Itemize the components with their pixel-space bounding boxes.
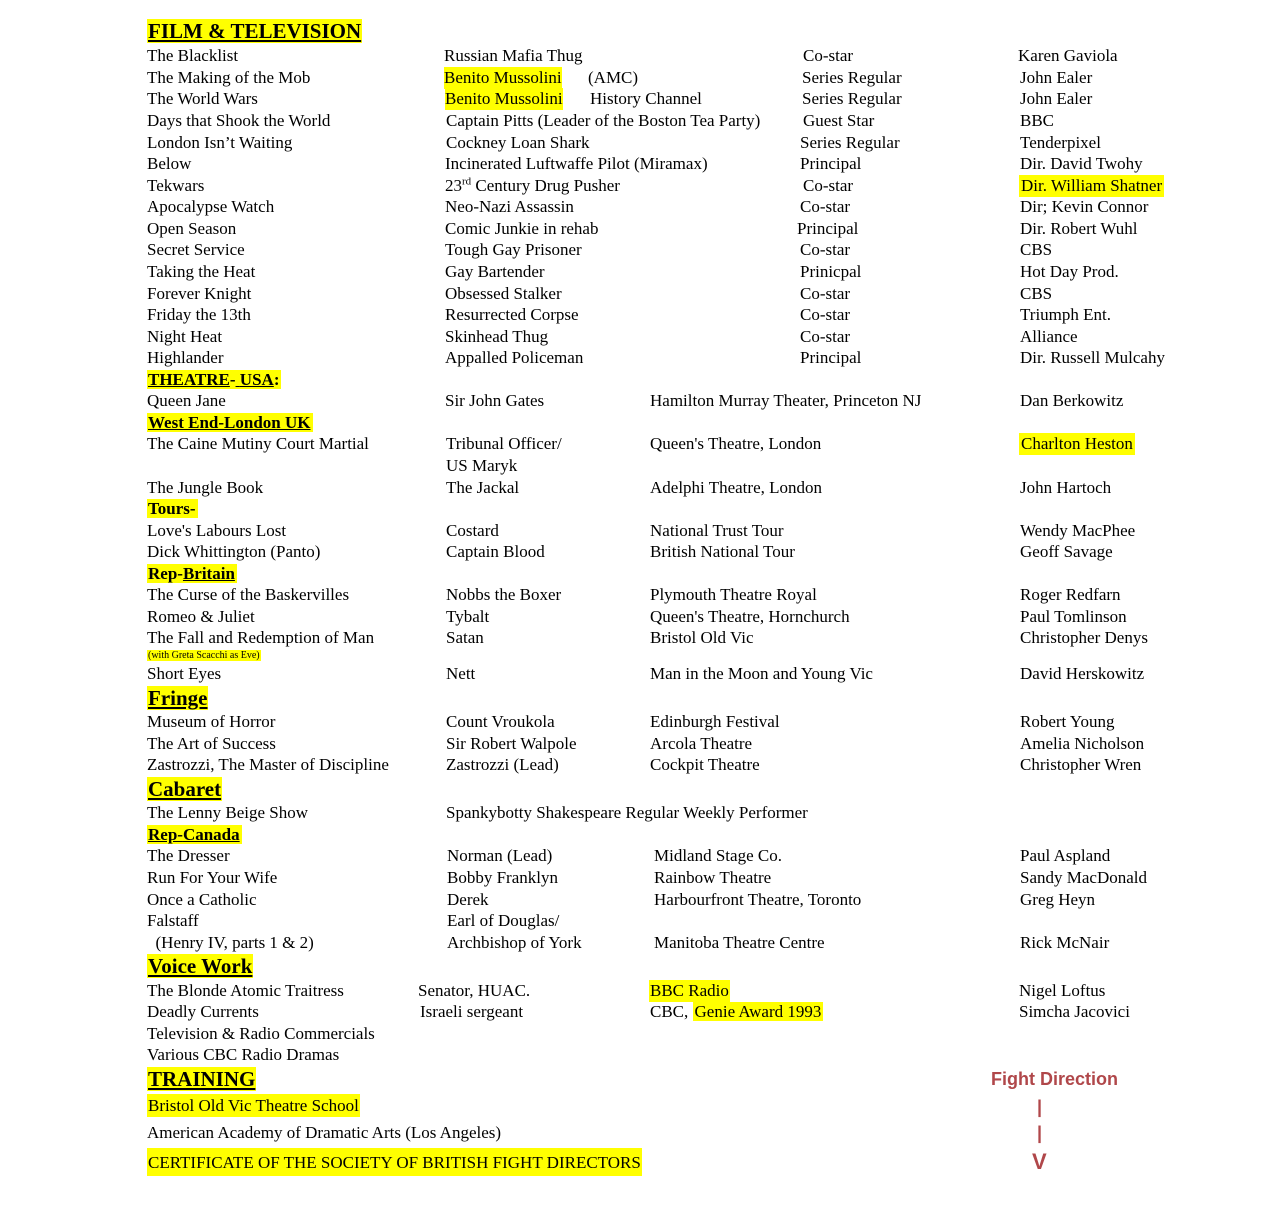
section-heading-film-tv: FILM & TELEVISION — [148, 19, 362, 43]
credit-director: Charlton Heston — [1021, 434, 1133, 453]
credit-title: The Curse of the Baskervilles — [147, 585, 350, 604]
credit-director: Alliance — [1020, 327, 1078, 346]
credit-billing: Co-star — [800, 197, 851, 216]
credit-title: Taking the Heat — [147, 262, 256, 281]
credit-director: BBC — [1020, 111, 1055, 130]
credit-director: Paul Tomlinson — [1020, 607, 1127, 626]
credit-director: Paul Aspland — [1020, 846, 1111, 865]
credit-director: Dir. Russell Mulcahy — [1020, 348, 1165, 367]
credit-director: Dir; Kevin Connor — [1020, 197, 1149, 216]
credit-title: The Art of Success — [147, 734, 276, 753]
credit-title: Queen Jane — [147, 391, 226, 410]
credit-row — [0, 196, 1267, 218]
credit-row — [0, 218, 1267, 240]
credit-billing: Principal — [800, 154, 862, 173]
credit-venue: Queen's Theatre, London — [650, 434, 822, 453]
credit-billing: Co-star — [800, 284, 851, 303]
credit-role: Israeli sergeant — [420, 1002, 524, 1021]
credit-director: Rick McNair — [1020, 933, 1110, 952]
credit-director: John Ealer — [1020, 68, 1093, 87]
credit-venue: Manitoba Theatre Centre — [654, 933, 825, 952]
credit-venue: Cockpit Theatre — [650, 755, 760, 774]
credit-title: Friday the 13th — [147, 305, 251, 324]
credit-title: Television & Radio Commercials — [147, 1024, 375, 1043]
credit-billing: Series Regular — [802, 68, 902, 87]
credit-role: Resurrected Corpse — [445, 305, 579, 324]
credit-row — [0, 1044, 1267, 1066]
credit-title: Dick Whittington (Panto) — [147, 542, 321, 561]
credit-row — [0, 910, 1267, 932]
credit-row — [0, 733, 1267, 755]
credit-role: Earl of Douglas/ — [447, 911, 560, 930]
credit-row — [0, 304, 1267, 326]
credit-billing: Series Regular — [802, 89, 902, 108]
credit-role: Sir Robert Walpole — [446, 734, 577, 753]
credit-row-continued — [0, 455, 1267, 477]
credit-billing: Co-star — [800, 327, 851, 346]
credit-title: Various CBC Radio Dramas — [147, 1045, 340, 1064]
credit-billing: Co-star — [800, 305, 851, 324]
credit-director: Christopher Denys — [1020, 628, 1148, 647]
credit-director: Roger Redfarn — [1020, 585, 1121, 604]
training-item: Bristol Old Vic Theatre School — [148, 1096, 359, 1115]
credit-row — [0, 132, 1267, 154]
credit-director: Nigel Loftus — [1019, 981, 1106, 1000]
credit-director: Dir. Robert Wuhl — [1020, 219, 1138, 238]
credit-billing: Guest Star — [803, 111, 875, 130]
credit-director: Dan Berkowitz — [1020, 391, 1124, 410]
credit-title: (Henry IV, parts 1 & 2) — [147, 933, 314, 952]
credit-role: Bobby Franklyn — [447, 868, 558, 887]
credit-row — [0, 175, 1267, 197]
credit-title: Tekwars — [147, 176, 205, 195]
credit-row — [0, 283, 1267, 305]
credit-venue: Arcola Theatre — [650, 734, 753, 753]
credit-director: Greg Heyn — [1020, 890, 1096, 909]
credit-row — [0, 390, 1267, 412]
credit-director: Wendy MacPhee — [1020, 521, 1136, 540]
credit-director: CBS — [1020, 284, 1053, 303]
credit-venue: Bristol Old Vic — [650, 628, 754, 647]
credit-role: Satan — [446, 628, 484, 647]
credit-title: London Isn’t Waiting — [147, 133, 293, 152]
credit-role: Benito Mussolini — [444, 68, 562, 87]
credit-row — [0, 980, 1267, 1002]
credit-director: Dir. William Shatner — [1021, 176, 1163, 195]
credit-director: John Hartoch — [1020, 478, 1112, 497]
credit-title: Short Eyes — [147, 664, 222, 683]
credit-role: Zastrozzi (Lead) — [446, 755, 559, 774]
credit-venue: Harbourfront Theatre, Toronto — [654, 890, 862, 909]
credit-venue: Rainbow Theatre — [654, 868, 772, 887]
credit-director: Christopher Wren — [1020, 755, 1142, 774]
training-item: CERTIFICATE OF THE SOCIETY OF BRITISH FIGHT DIRECTORS — [147, 1151, 642, 1175]
fight-direction-bar: | — [1037, 1123, 1043, 1143]
credit-row — [0, 67, 1267, 89]
credit-row — [0, 433, 1267, 455]
credit-role: Russian Mafia Thug — [444, 46, 583, 65]
credit-role: The Jackal — [446, 478, 520, 497]
credit-title: Falstaff — [147, 911, 199, 930]
credit-row — [0, 520, 1267, 542]
training-item: American Academy of Dramatic Arts (Los Angeles) — [147, 1123, 502, 1142]
section-heading-theatre-usa: THEATRE- USA: — [148, 370, 280, 389]
credit-note: (with Greta Scacchi as Eve) — [148, 650, 260, 661]
credit-row — [0, 261, 1267, 283]
credit-row — [0, 477, 1267, 499]
credit-role: Tybalt — [446, 607, 490, 626]
credit-director: Triumph Ent. — [1020, 305, 1112, 324]
credit-role: Sir John Gates — [445, 391, 545, 410]
fight-direction-label: Fight Direction — [991, 1069, 1118, 1089]
credit-row — [0, 110, 1267, 132]
credit-role: Obsessed Stalker — [445, 284, 562, 303]
credit-row — [0, 326, 1267, 348]
section-heading-voice-work: Voice Work — [148, 954, 253, 978]
down-arrow-icon: V — [1032, 1149, 1047, 1174]
section-heading-rep-britain: Rep-Britain — [148, 564, 235, 583]
credit-title: The Caine Mutiny Court Martial — [147, 434, 369, 453]
credit-row — [0, 606, 1267, 628]
credit-title: Love's Labours Lost — [147, 521, 287, 540]
credit-billing: Co-star — [800, 240, 851, 259]
credit-role: 23rd Century Drug Pusher — [445, 175, 620, 195]
credit-title: Romeo & Juliet — [147, 607, 255, 626]
credit-title: Open Season — [147, 219, 237, 238]
section-heading-west-end: West End-London UK — [148, 413, 311, 432]
credit-role: US Maryk — [446, 456, 518, 475]
credit-director: CBS — [1020, 240, 1053, 259]
credit-title: Zastrozzi, The Master of Discipline — [147, 755, 389, 774]
credit-role: Comic Junkie in rehab — [445, 219, 599, 238]
credit-row — [0, 347, 1267, 369]
credit-director: Karen Gaviola — [1018, 46, 1118, 65]
credit-billing: Prinicpal — [800, 262, 862, 281]
credit-venue: Queen's Theatre, Hornchurch — [650, 607, 850, 626]
credit-role: Spankybotty Shakespeare Regular Weekly Performer — [446, 803, 808, 822]
section-heading-training: TRAINING — [148, 1067, 256, 1091]
credit-title: The World Wars — [147, 89, 258, 108]
credit-row — [0, 153, 1267, 175]
credit-title: The Blonde Atomic Traitress — [147, 981, 344, 1000]
credit-title: Highlander — [147, 348, 224, 367]
credit-role: Neo-Nazi Assassin — [445, 197, 574, 216]
credit-director: Simcha Jacovici — [1019, 1002, 1130, 1021]
credit-row — [0, 88, 1267, 110]
credit-title: Once a Catholic — [147, 890, 257, 909]
credit-role: Senator, HUAC. — [418, 981, 531, 1000]
credit-role: Nett — [446, 664, 476, 683]
credit-venue: BBC Radio — [650, 981, 729, 1000]
credit-row — [0, 541, 1267, 563]
credit-role: Costard — [446, 521, 499, 540]
credit-director: Sandy MacDonald — [1020, 868, 1148, 887]
credit-role: Nobbs the Boxer — [446, 585, 562, 604]
credit-title: The Blacklist — [147, 46, 239, 65]
credit-row-continued — [0, 932, 1267, 954]
credit-role: Captain Pitts (Leader of the Boston Tea Party) — [446, 111, 761, 130]
credit-role: Cockney Loan Shark — [446, 133, 590, 152]
credit-row — [0, 889, 1267, 911]
credit-role: Skinhead Thug — [445, 327, 549, 346]
credit-row — [0, 239, 1267, 261]
credit-network: History Channel — [590, 89, 702, 108]
credit-row — [0, 627, 1267, 649]
credit-venue: CBC, Genie Award 1993 — [650, 1002, 822, 1021]
credit-role: Archbishop of York — [447, 933, 582, 952]
credit-venue: Adelphi Theatre, London — [650, 478, 823, 497]
credit-row — [0, 663, 1267, 685]
credit-title: Forever Knight — [147, 284, 252, 303]
section-heading-cabaret: Cabaret — [148, 777, 222, 801]
credit-venue: Man in the Moon and Young Vic — [650, 664, 873, 683]
credit-title: Museum of Horror — [147, 712, 276, 731]
section-heading-tours: Tours- — [148, 499, 196, 518]
credit-row — [0, 711, 1267, 733]
section-heading-rep-canada: Rep-Canada — [148, 825, 240, 844]
credit-row — [0, 802, 1267, 824]
credit-network: (AMC) — [588, 68, 639, 87]
credit-role: Count Vroukola — [446, 712, 555, 731]
credit-role: Benito Mussolini — [445, 89, 563, 108]
credit-title: Secret Service — [147, 240, 245, 259]
credit-title: Days that Shook the World — [147, 111, 331, 130]
credit-role: Captain Blood — [446, 542, 545, 561]
credit-director: Robert Young — [1020, 712, 1115, 731]
credit-venue: British National Tour — [650, 542, 795, 561]
credit-role: Gay Bartender — [445, 262, 545, 281]
credit-row — [0, 1001, 1267, 1023]
credit-row — [0, 754, 1267, 776]
credit-role: Incinerated Luftwaffe Pilot (Miramax) — [445, 154, 708, 173]
credit-role: Norman (Lead) — [447, 846, 553, 865]
credit-billing: Co-star — [803, 46, 854, 65]
credit-role: Appalled Policeman — [445, 348, 584, 367]
credit-role: Derek — [447, 890, 489, 909]
credit-title: The Lenny Beige Show — [147, 803, 308, 822]
credit-venue: Plymouth Theatre Royal — [650, 585, 817, 604]
credit-row — [0, 584, 1267, 606]
credit-director: Tenderpixel — [1020, 133, 1101, 152]
credit-row — [0, 867, 1267, 889]
credit-title: The Fall and Redemption of Man — [147, 628, 375, 647]
award-highlight: Genie Award 1993 — [694, 1002, 822, 1021]
credit-title: The Making of the Mob — [147, 68, 311, 87]
credit-director: Amelia Nicholson — [1020, 734, 1145, 753]
credit-title: Deadly Currents — [147, 1002, 259, 1021]
credit-row — [0, 845, 1267, 867]
credit-billing: Principal — [797, 219, 859, 238]
credit-row — [0, 1023, 1267, 1045]
credit-title: The Dresser — [147, 846, 230, 865]
section-heading-fringe: Fringe — [148, 686, 208, 710]
credit-venue: Midland Stage Co. — [654, 846, 782, 865]
credit-billing: Co-star — [803, 176, 854, 195]
credit-title: The Jungle Book — [147, 478, 264, 497]
credit-venue: Hamilton Murray Theater, Princeton NJ — [650, 391, 922, 410]
credit-director: Geoff Savage — [1020, 542, 1113, 561]
fight-direction-bar: | — [1037, 1097, 1043, 1117]
credit-title: Apocalypse Watch — [147, 197, 275, 216]
credit-venue: Edinburgh Festival — [650, 712, 780, 731]
credit-director: David Herskowitz — [1020, 664, 1145, 683]
credit-director: Dir. David Twohy — [1020, 154, 1143, 173]
credit-billing: Series Regular — [800, 133, 900, 152]
credit-title: Below — [147, 154, 192, 173]
credit-row — [0, 45, 1267, 67]
credit-role: Tribunal Officer/ — [446, 434, 562, 453]
credit-venue: National Trust Tour — [650, 521, 784, 540]
credit-title: Night Heat — [147, 327, 223, 346]
credit-director: Hot Day Prod. — [1020, 262, 1119, 281]
credit-role: Tough Gay Prisoner — [445, 240, 582, 259]
credit-billing: Principal — [800, 348, 862, 367]
credit-title: Run For Your Wife — [147, 868, 278, 887]
credit-director: John Ealer — [1020, 89, 1093, 108]
